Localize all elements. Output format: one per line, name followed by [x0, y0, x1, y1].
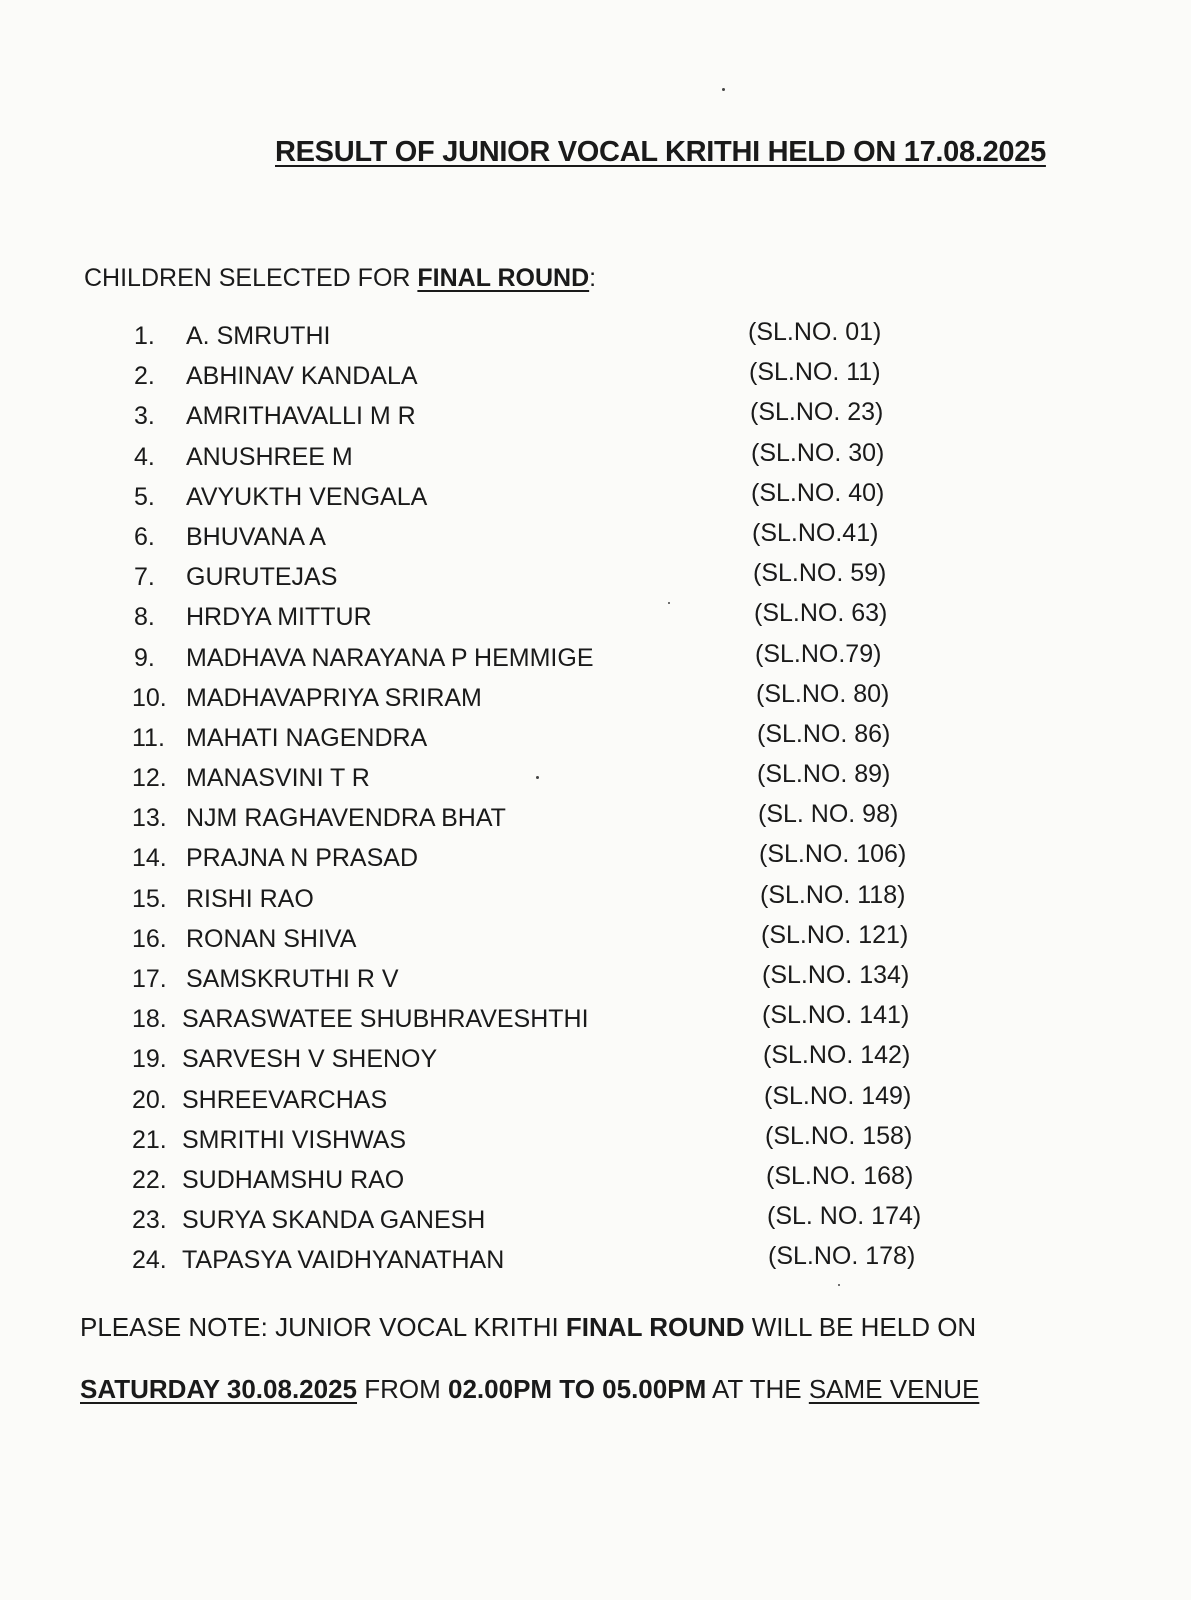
- list-item: [0, 1121, 1191, 1166]
- list-item-number: 24.: [132, 1246, 167, 1275]
- list-item-serial: (SL.NO. 149): [764, 1081, 912, 1110]
- list-item: [0, 478, 1191, 523]
- list-item-number: 16.: [132, 924, 167, 953]
- note-venue: SAME VENUE: [808, 1374, 980, 1404]
- list-item-serial: (SL.NO. 11): [749, 358, 881, 387]
- list-item-number: 15.: [132, 884, 167, 913]
- note-prefix: PLEASE NOTE: JUNIOR VOCAL KRITHI: [80, 1312, 566, 1342]
- list-item-serial: (SL. NO. 174): [767, 1202, 922, 1231]
- list-item: [0, 1161, 1191, 1206]
- list-item-name: TAPASYA VAIDHYANATHAN: [182, 1246, 505, 1275]
- list-item-serial: (SL.NO. 59): [753, 559, 887, 588]
- list-item-name: ANUSHREE M: [186, 442, 353, 471]
- list-item-name: MAHATI NAGENDRA: [186, 723, 428, 752]
- selected-heading-prefix: CHILDREN SELECTED FOR: [84, 264, 418, 292]
- selected-heading-suffix: :: [589, 264, 597, 292]
- list-item: [0, 398, 1191, 442]
- list-item-number: 19.: [132, 1045, 167, 1074]
- list-item-number: 2.: [134, 362, 155, 391]
- list-item-number: 4.: [134, 442, 155, 471]
- list-item: [0, 679, 1191, 724]
- note-from: FROM: [357, 1374, 449, 1404]
- list-item-serial: (SL.NO. 86): [757, 719, 891, 748]
- list-item-serial: (SL.NO. 106): [759, 840, 907, 869]
- list-item-name: SARVESH V SHENOY: [182, 1045, 438, 1074]
- list-item-number: 10.: [132, 683, 167, 712]
- list-item-name: RISHI RAO: [186, 884, 314, 913]
- list-item-name: MANASVINI T R: [186, 764, 370, 793]
- list-item-serial: (SL.NO. 158): [765, 1121, 913, 1150]
- list-item-number: 8.: [134, 603, 155, 632]
- list-item-serial: (SL.NO. 89): [757, 760, 891, 789]
- list-item-name: PRAJNA N PRASAD: [186, 844, 419, 873]
- list-item: [0, 800, 1191, 844]
- note-suffix: WILL BE HELD ON: [744, 1312, 977, 1342]
- speck: [722, 88, 725, 91]
- list-item-serial: (SL.NO. 80): [756, 679, 890, 708]
- list-item-number: 22.: [132, 1165, 167, 1194]
- list-item-number: 13.: [132, 804, 167, 833]
- list-item: [0, 1081, 1191, 1126]
- list-item-serial: (SL.NO.41): [752, 518, 879, 547]
- list-item-name: MADHAVA NARAYANA P HEMMIGE: [186, 643, 594, 672]
- list-item-name: GURUTEJAS: [186, 563, 338, 592]
- list-item-serial: (SL.NO. 134): [762, 961, 910, 989]
- list-item-name: HRDYA MITTUR: [186, 603, 372, 632]
- list-item-serial: (SL.NO. 178): [768, 1242, 916, 1271]
- list-item-serial: (SL.NO. 30): [751, 438, 885, 467]
- list-item-name: SARASWATEE SHUBHRAVESHTHI: [182, 1005, 589, 1034]
- list-item: [0, 599, 1191, 643]
- list-item-number: 23.: [132, 1206, 167, 1235]
- list-item: [0, 639, 1191, 684]
- list-item-name: MADHAVAPRIYA SRIRAM: [186, 683, 482, 712]
- list-item-number: 20.: [132, 1085, 167, 1114]
- list-item-name: NJM RAGHAVENDRA BHAT: [186, 804, 506, 833]
- speck: [838, 1284, 840, 1286]
- list-item-serial: (SL.NO. 168): [766, 1161, 914, 1190]
- list-item-serial: (SL.NO.79): [755, 639, 882, 668]
- list-item-serial: (SL. NO. 98): [758, 800, 899, 829]
- list-item: [0, 840, 1191, 884]
- list-item-number: 18.: [132, 1005, 167, 1034]
- list-item: [0, 1202, 1191, 1246]
- list-item-name: AVYUKTH VENGALA: [186, 482, 428, 511]
- list-item: [0, 880, 1191, 925]
- list-item-name: SURYA SKANDA GANESH: [182, 1206, 486, 1235]
- note-line-2: [80, 1374, 979, 1405]
- note-time: 02.00PM TO 05.00PM: [448, 1374, 707, 1404]
- note-at: AT THE: [706, 1374, 809, 1404]
- list-item: [0, 358, 1191, 402]
- note-final-round: FINAL ROUND: [565, 1312, 745, 1342]
- list-item-number: 9.: [134, 643, 155, 672]
- list-item-name: BHUVANA A: [186, 522, 326, 551]
- list-item-name: SUDHAMSHU RAO: [182, 1165, 405, 1194]
- list-item-number: 14.: [132, 844, 167, 873]
- list-item-name: RONAN SHIVA: [186, 924, 357, 953]
- list-item-number: 21.: [132, 1125, 167, 1154]
- list-item: [0, 1242, 1191, 1286]
- list-item-name: ABHINAV KANDALA: [186, 362, 418, 391]
- list-item-number: 7.: [134, 563, 155, 592]
- list-item-name: AMRITHAVALLI M R: [186, 402, 416, 431]
- list-item: [0, 719, 1191, 764]
- list-item-name: SHREEVARCHAS: [182, 1085, 388, 1114]
- list-item-serial: (SL.NO. 142): [763, 1041, 911, 1070]
- list-item-number: 11.: [132, 723, 165, 752]
- selected-heading: [84, 264, 596, 293]
- list-item-serial: (SL.NO. 118): [760, 880, 906, 909]
- list-item-number: 6.: [134, 522, 155, 551]
- list-item-name: A. SMRUTHI: [186, 322, 331, 350]
- list-item: [0, 438, 1191, 483]
- list-item-number: 12.: [132, 764, 167, 793]
- list-item: [0, 760, 1191, 804]
- note-date: SATURDAY 30.08.2025: [80, 1374, 358, 1404]
- list-item-name: SMRITHI VISHWAS: [182, 1125, 407, 1154]
- selected-children-list: [0, 318, 1191, 1287]
- speck: [536, 776, 539, 779]
- page-title: RESULT OF JUNIOR VOCAL KRITHI HELD ON 17.08.2025: [275, 136, 1046, 168]
- selected-heading-emphasis: FINAL ROUND: [417, 264, 590, 292]
- list-item-number: 3.: [134, 402, 155, 431]
- list-item: [0, 518, 1191, 563]
- list-item-serial: (SL.NO. 01): [748, 318, 882, 346]
- list-item: [0, 559, 1191, 603]
- list-item-serial: (SL.NO. 40): [751, 478, 885, 507]
- list-item-number: 17.: [132, 965, 167, 993]
- list-item-number: 1.: [134, 322, 155, 350]
- list-item: [0, 920, 1191, 965]
- list-item-serial: (SL.NO. 63): [754, 599, 888, 628]
- list-item-serial: (SL.NO. 23): [750, 398, 884, 427]
- note-line-1: [80, 1312, 976, 1343]
- list-item: [0, 961, 1191, 1005]
- speck: [668, 602, 670, 604]
- list-item: [0, 1001, 1191, 1045]
- list-item-name: SAMSKRUTHI R V: [186, 965, 399, 993]
- list-item-serial: (SL.NO. 121): [761, 920, 909, 949]
- list-item: [0, 1041, 1191, 1085]
- list-item: [0, 318, 1191, 362]
- list-item-number: 5.: [134, 482, 155, 511]
- list-item-serial: (SL.NO. 141): [762, 1001, 910, 1030]
